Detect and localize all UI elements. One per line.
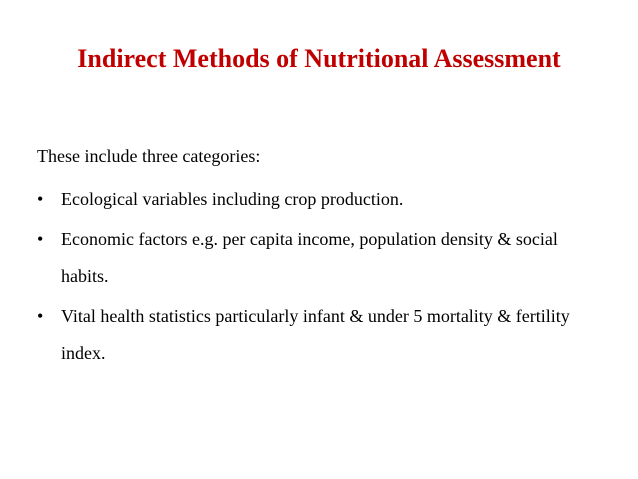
- bullet-text: Ecological variables including crop production.: [61, 189, 404, 209]
- bullet-icon: •: [37, 229, 44, 249]
- slide-title: Indirect Methods of Nutritional Assessment: [77, 44, 561, 73]
- bullet-icon: •: [37, 189, 44, 209]
- bullet-text: Economic factors e.g. per capita income, population density & social habits.: [61, 229, 558, 286]
- bullet-icon: •: [37, 306, 44, 326]
- bullet-item-economic: [37, 221, 597, 295]
- bullet-list: [37, 181, 597, 375]
- bullet-text: Vital health statistics particularly infant & under 5 mortality & fertility index.: [61, 306, 570, 363]
- bullet-item-vital-statistics: [37, 298, 597, 372]
- intro-text: These include three categories:: [37, 146, 261, 166]
- bullet-item-ecological: [37, 181, 597, 218]
